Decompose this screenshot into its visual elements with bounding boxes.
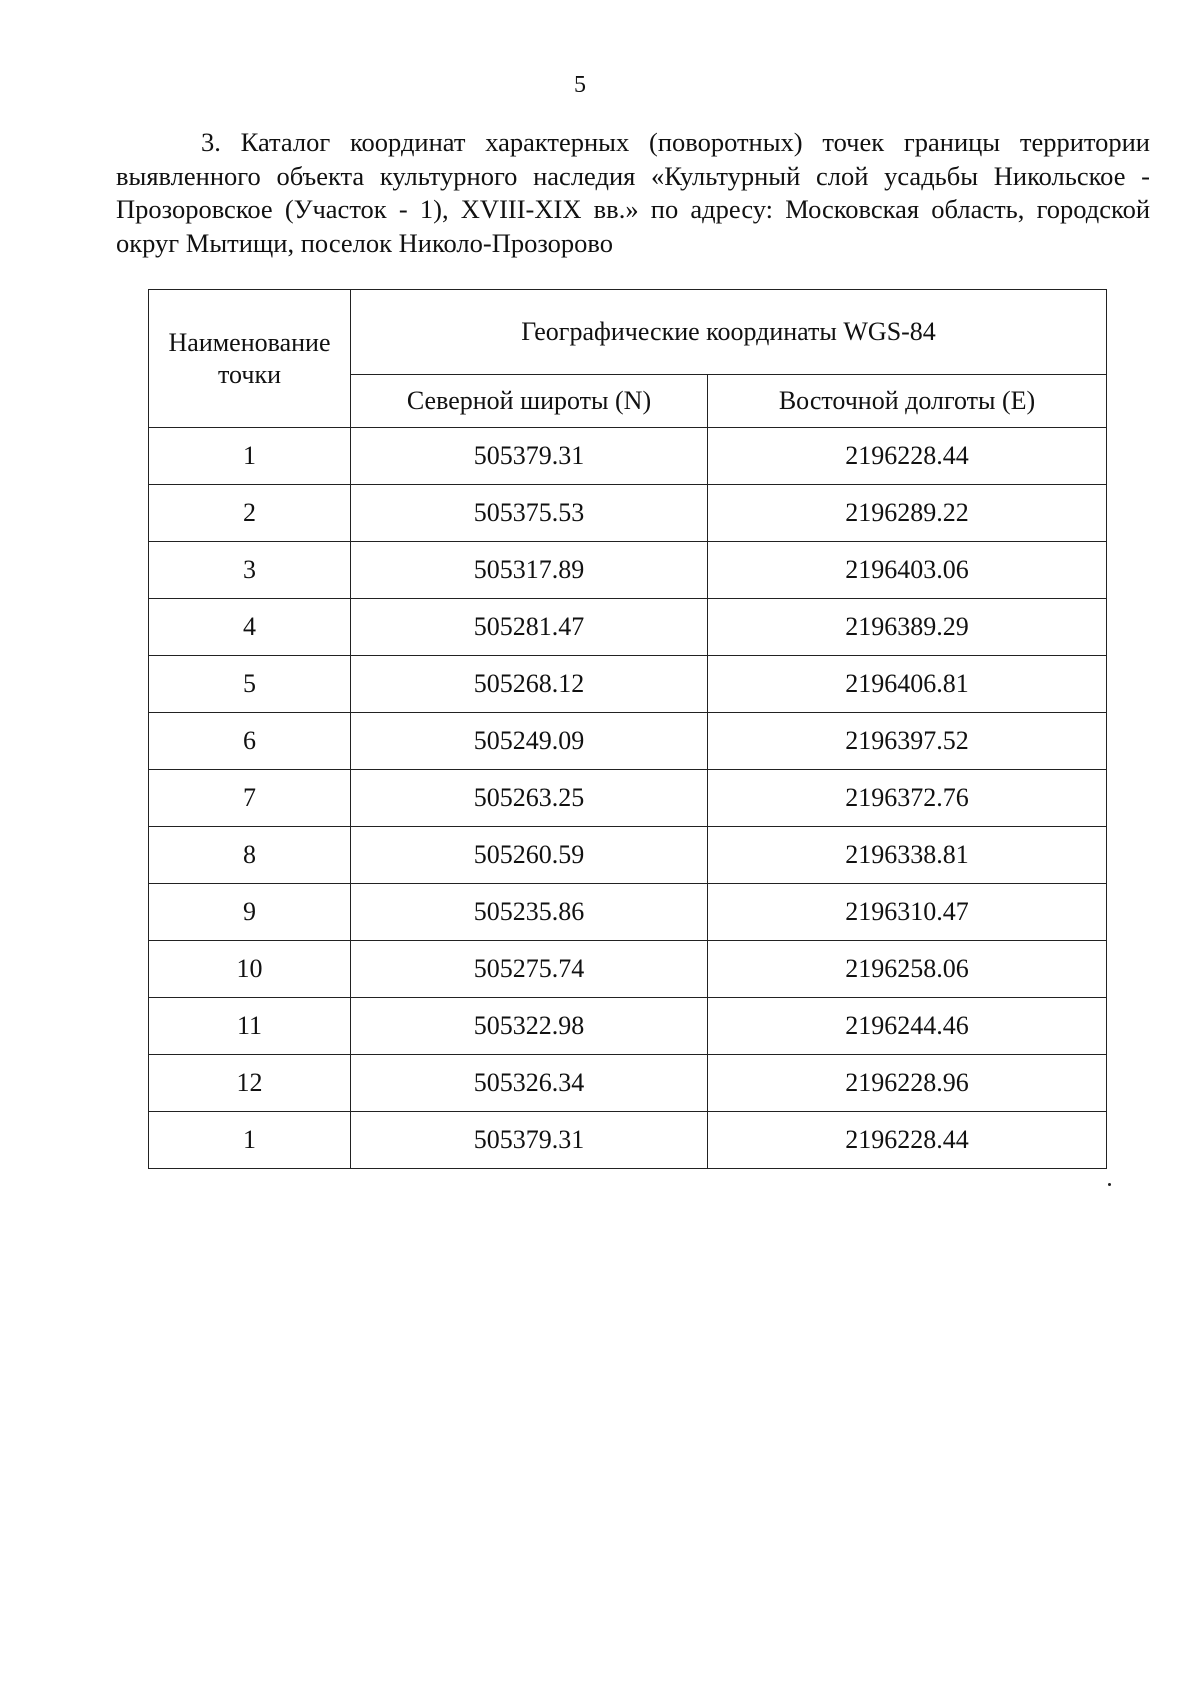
cell-longitude: 2196228.44 bbox=[708, 428, 1107, 485]
table-row bbox=[149, 656, 1107, 713]
cell-latitude: 505375.53 bbox=[351, 485, 708, 542]
cell-point: 11 bbox=[149, 998, 351, 1055]
cell-point: 1 bbox=[149, 1112, 351, 1169]
cell-longitude: 2196338.81 bbox=[708, 827, 1107, 884]
table-row bbox=[149, 428, 1107, 485]
table-row bbox=[149, 485, 1107, 542]
trailing-period-mark bbox=[1108, 1183, 1111, 1186]
cell-latitude: 505317.89 bbox=[351, 542, 708, 599]
cell-point: 12 bbox=[149, 1055, 351, 1112]
table-row bbox=[149, 599, 1107, 656]
cell-point: 4 bbox=[149, 599, 351, 656]
cell-latitude: 505281.47 bbox=[351, 599, 708, 656]
cell-latitude: 505268.12 bbox=[351, 656, 708, 713]
header-point-name-line2: точки bbox=[218, 359, 281, 389]
header-point-name-line1: Наименование bbox=[168, 327, 331, 357]
header-geo-coordinates: Географические координаты WGS-84 bbox=[351, 290, 1107, 375]
cell-latitude: 505249.09 bbox=[351, 713, 708, 770]
table-row bbox=[149, 998, 1107, 1055]
table-row bbox=[149, 713, 1107, 770]
table-row bbox=[149, 770, 1107, 827]
page-number: 5 bbox=[574, 72, 586, 98]
table-row bbox=[149, 884, 1107, 941]
header-longitude-e: Восточной долготы (E) bbox=[708, 375, 1107, 428]
cell-point: 9 bbox=[149, 884, 351, 941]
coordinates-table bbox=[148, 289, 1107, 1169]
cell-longitude: 2196244.46 bbox=[708, 998, 1107, 1055]
cell-point: 1 bbox=[149, 428, 351, 485]
cell-latitude: 505260.59 bbox=[351, 827, 708, 884]
table-row bbox=[149, 542, 1107, 599]
cell-point: 6 bbox=[149, 713, 351, 770]
table-row bbox=[149, 827, 1107, 884]
cell-point: 3 bbox=[149, 542, 351, 599]
cell-longitude: 2196258.06 bbox=[708, 941, 1107, 998]
header-point-name bbox=[149, 290, 351, 428]
cell-longitude: 2196310.47 bbox=[708, 884, 1107, 941]
cell-latitude: 505379.31 bbox=[351, 1112, 708, 1169]
section-heading-paragraph: 3. Каталог координат характерных (поворотных) точек границы территории выявленного объекта культурного наследия «Культурный слой усадьбы Никольское - Прозоровское (Участок - 1), XVIII-XIX вв.» по адресу: Московская область, городской округ Мытищи, поселок Николо-Прозорово bbox=[116, 127, 1150, 258]
cell-point: 8 bbox=[149, 827, 351, 884]
cell-latitude: 505326.34 bbox=[351, 1055, 708, 1112]
cell-longitude: 2196228.96 bbox=[708, 1055, 1107, 1112]
cell-latitude: 505235.86 bbox=[351, 884, 708, 941]
cell-latitude: 505379.31 bbox=[351, 428, 708, 485]
table-row bbox=[149, 1112, 1107, 1169]
cell-longitude: 2196406.81 bbox=[708, 656, 1107, 713]
cell-longitude: 2196289.22 bbox=[708, 485, 1107, 542]
cell-longitude: 2196372.76 bbox=[708, 770, 1107, 827]
cell-longitude: 2196389.29 bbox=[708, 599, 1107, 656]
table-row bbox=[149, 941, 1107, 998]
cell-longitude: 2196397.52 bbox=[708, 713, 1107, 770]
cell-point: 7 bbox=[149, 770, 351, 827]
cell-point: 5 bbox=[149, 656, 351, 713]
cell-latitude: 505275.74 bbox=[351, 941, 708, 998]
cell-longitude: 2196228.44 bbox=[708, 1112, 1107, 1169]
cell-point: 2 bbox=[149, 485, 351, 542]
header-latitude-n: Северной широты (N) bbox=[351, 375, 708, 428]
cell-latitude: 505263.25 bbox=[351, 770, 708, 827]
table-row bbox=[149, 1055, 1107, 1112]
cell-latitude: 505322.98 bbox=[351, 998, 708, 1055]
cell-point: 10 bbox=[149, 941, 351, 998]
cell-longitude: 2196403.06 bbox=[708, 542, 1107, 599]
